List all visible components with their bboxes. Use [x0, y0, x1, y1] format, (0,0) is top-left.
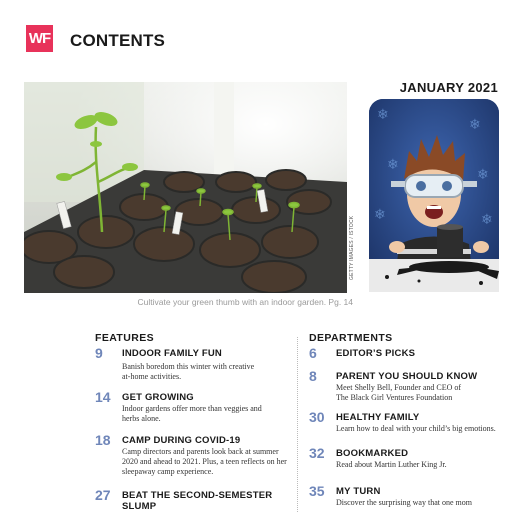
entry-desc-line: 2020 and ahead to 2021. Plus, a teen reflects on her	[122, 457, 287, 466]
entry-desc-line: Camp directors and parents look back at summer	[122, 447, 279, 456]
logo-text: WF	[28, 30, 51, 47]
feature-entry[interactable]	[95, 432, 295, 482]
page-title: CONTENTS	[70, 31, 166, 50]
photo-credit: GETTY IMAGES / ISTOCK	[349, 215, 355, 280]
entry-desc-line: The Black Girl Ventures Foundation	[336, 393, 453, 402]
page-number: 6	[309, 345, 317, 361]
entry-desc-line: at-home activities.	[122, 372, 182, 381]
entry-title: BOOKMARKED	[336, 448, 409, 459]
feature-entry[interactable]	[95, 345, 295, 385]
entry-title: GET GROWING	[122, 392, 194, 403]
svg-text:❄: ❄	[377, 107, 389, 123]
department-entry[interactable]	[309, 368, 509, 404]
entry-title: CAMP DURING COVID-19	[122, 435, 241, 446]
page-number: 18	[95, 432, 111, 448]
svg-text:❄: ❄	[481, 212, 493, 228]
svg-text:❄: ❄	[477, 167, 489, 183]
page-number: 14	[95, 389, 111, 405]
page-number: 30	[309, 409, 325, 425]
entry-title: HEALTHY FAMILY	[336, 412, 420, 423]
page-number: 27	[95, 487, 111, 503]
column-divider	[297, 337, 298, 512]
page-number: 32	[309, 445, 325, 461]
entry-desc-line: Read about Martin Luther King Jr.	[336, 460, 447, 469]
departments-heading: DEPARTMENTS	[309, 332, 393, 344]
entry-desc-line: Discover the surprising way that one mom	[336, 498, 472, 507]
entry-title: PARENT YOU SHOULD KNOW	[336, 371, 478, 382]
entry-title: EDITOR’S PICKS	[336, 348, 416, 359]
department-entry[interactable]	[309, 445, 509, 473]
department-entry[interactable]	[309, 409, 509, 437]
issue-date: JANUARY 2021	[399, 80, 498, 95]
feature-entry[interactable]	[95, 487, 295, 512]
svg-text:❄: ❄	[387, 157, 399, 173]
entry-desc-line: Indoor gardens offer more than veggies and	[122, 404, 262, 413]
photo-caption: Cultivate your green thumb with an indoor garden. Pg. 14	[137, 297, 353, 307]
entry-title: BEAT THE SECOND-SEMESTER	[122, 490, 273, 501]
entry-title-line: SLUMP	[122, 501, 157, 512]
svg-text:❄: ❄	[374, 207, 386, 223]
features-heading: FEATURES	[95, 332, 155, 344]
department-entry[interactable]	[309, 345, 509, 363]
brand-logo	[26, 25, 53, 52]
entry-desc-line: Meet Shelly Bell, Founder and CEO of	[336, 383, 462, 392]
department-entry[interactable]	[309, 483, 509, 512]
entry-desc-line: sleepaway camp experience.	[122, 467, 214, 476]
seedling-photo	[24, 82, 347, 293]
entry-desc-line: Banish boredom this winter with creative	[122, 362, 255, 371]
entry-title: MY TURN	[336, 486, 381, 497]
svg-text:❄: ❄	[469, 117, 481, 133]
page-number: 35	[309, 483, 325, 499]
page-number: 8	[309, 368, 317, 384]
cover-kid-photo	[369, 99, 499, 292]
page-number: 9	[95, 345, 103, 361]
entry-desc-line: herbs alone.	[122, 414, 161, 423]
feature-entry[interactable]	[95, 389, 295, 429]
entry-desc-line: Learn how to deal with your child’s big emotions.	[336, 424, 496, 433]
entry-title: INDOOR FAMILY FUN	[122, 348, 222, 359]
